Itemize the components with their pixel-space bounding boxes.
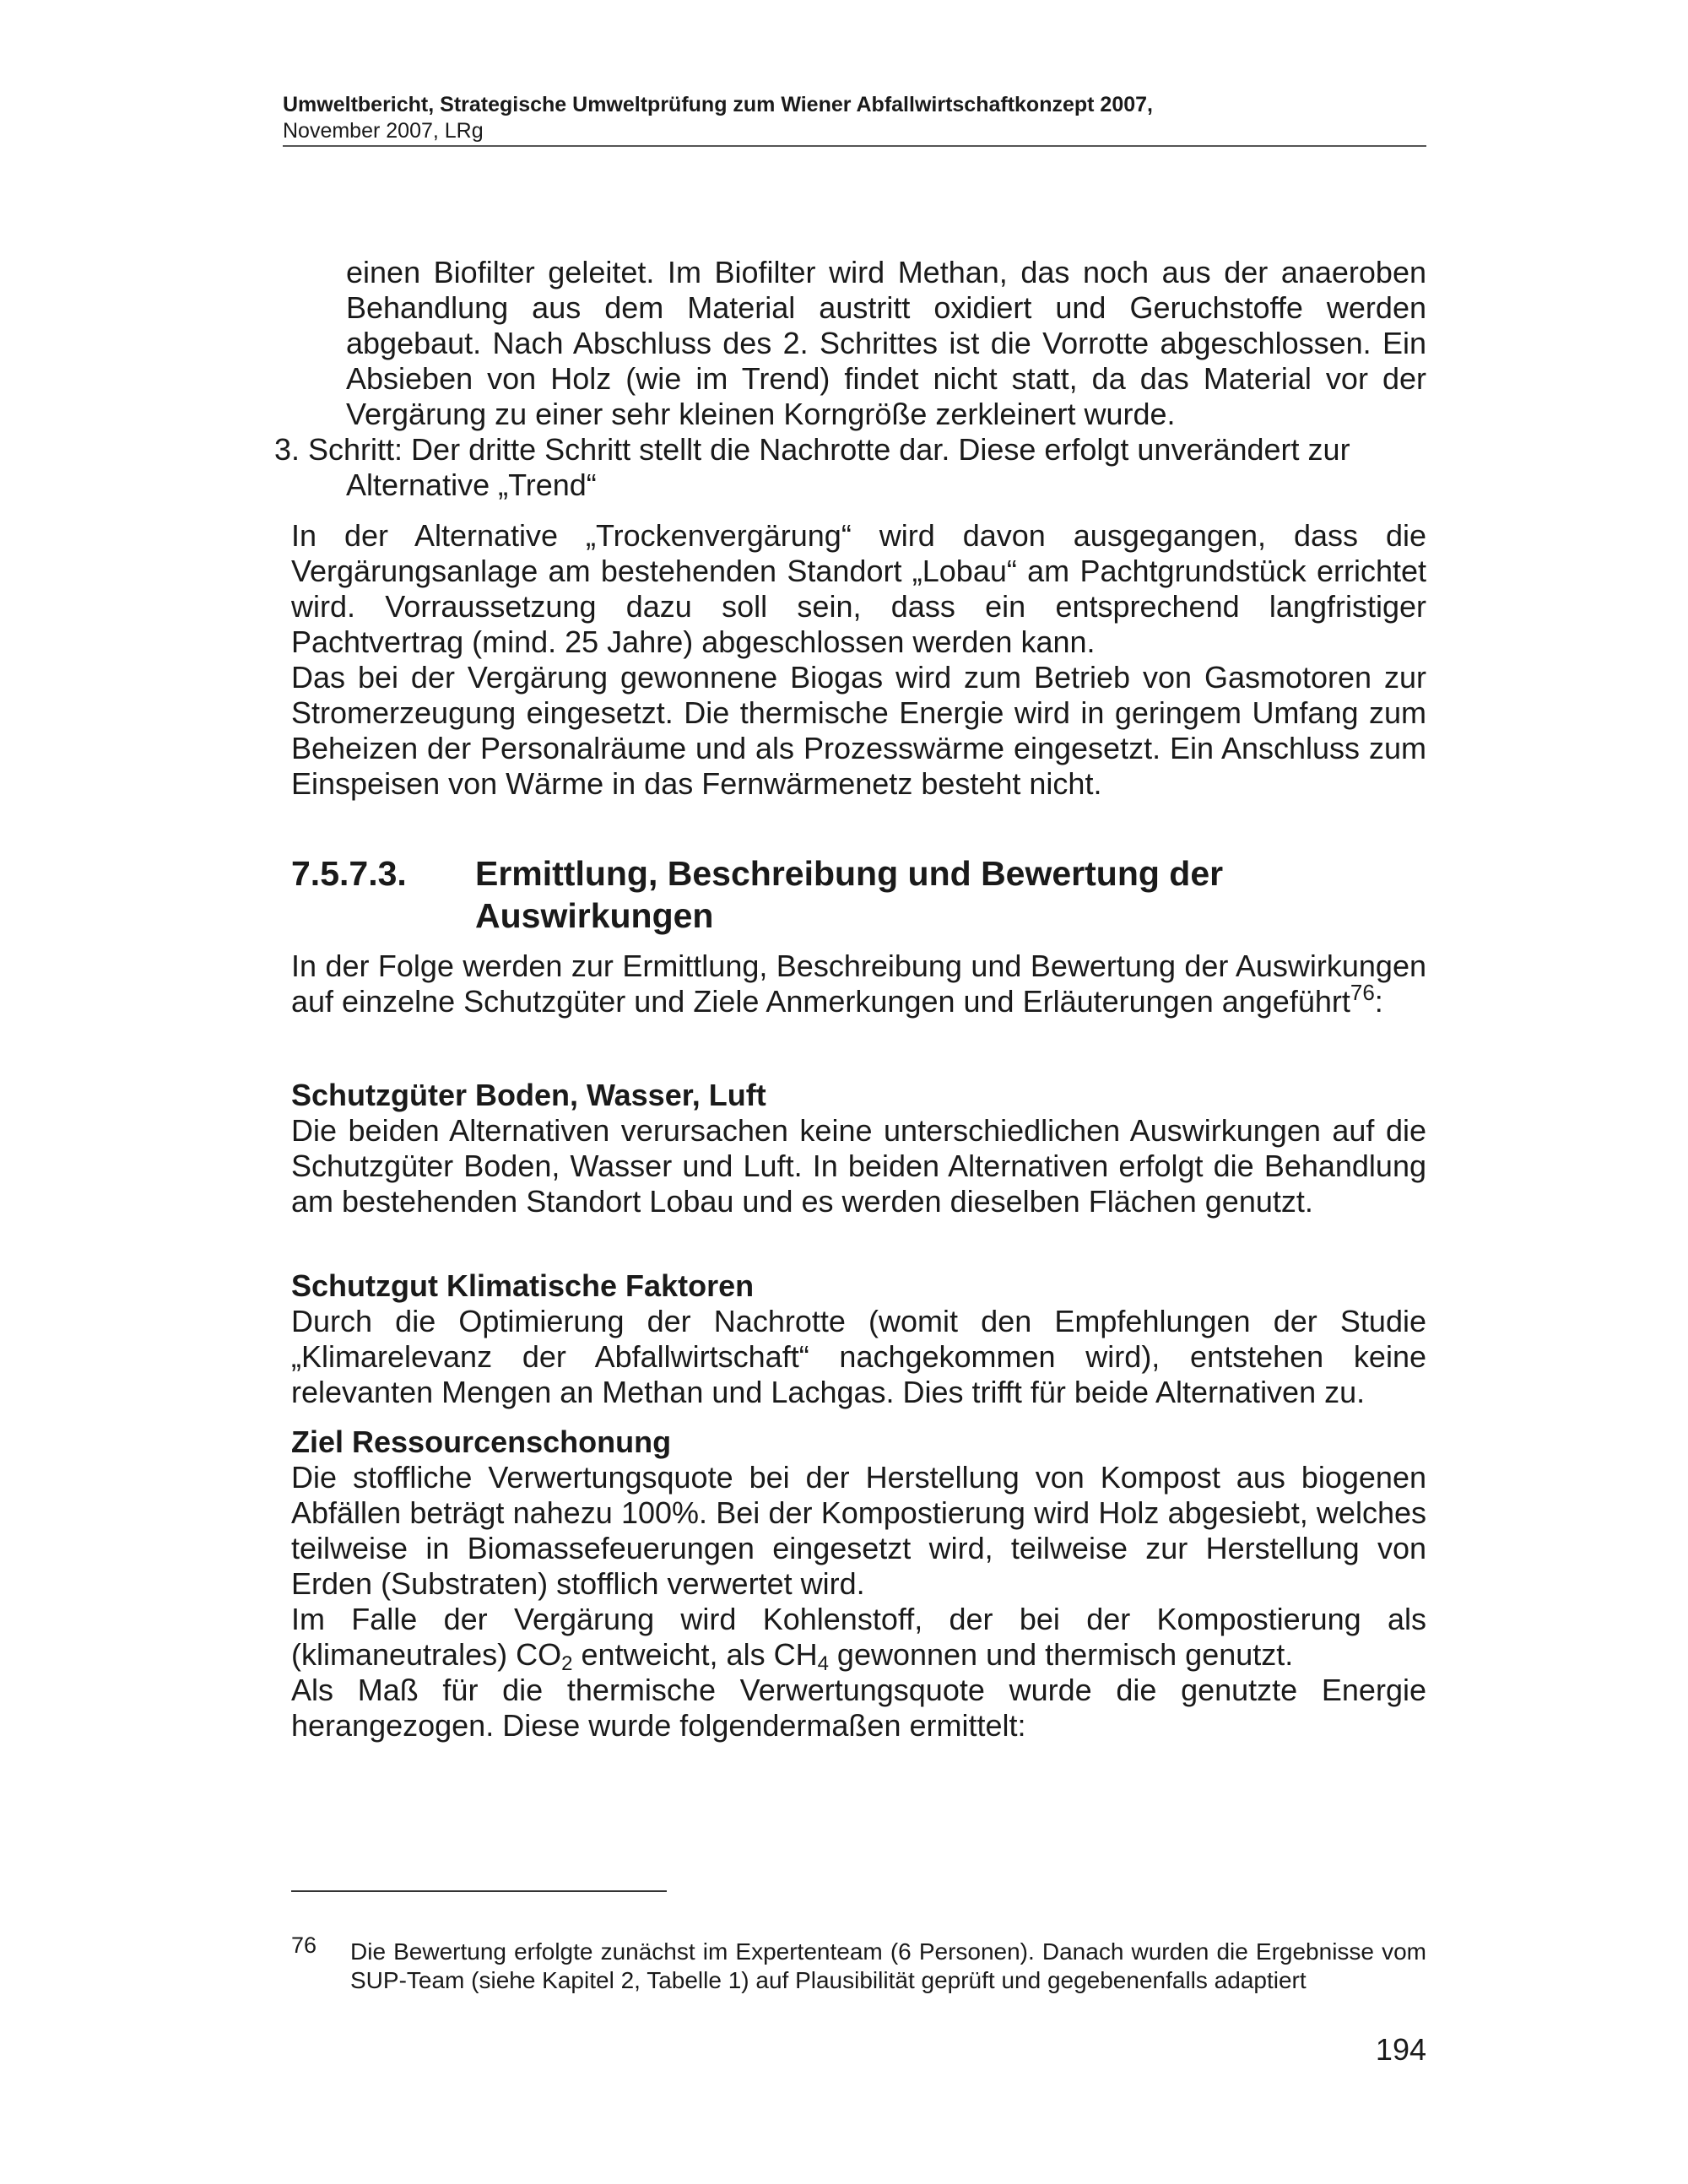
alternative-description (291, 518, 1426, 802)
step2-continuation: einen Biofilter geleitet. Im Biofilter wird Methan, das noch aus der anaeroben Behandlung aus dem Material austritt oxidiert und Geruchstoffe werden abgebaut. Nach Abschluss des 2. Schrittes ist die Vorrotte abgeschlossen. Ein Absieben von Holz (wie im Trend) findet nicht statt, da das Material vor der Vergärung zu einer sehr kleinen Korngröße zerkleinert wurde. (346, 255, 1426, 431)
section-number: 7.5.7.3. (291, 854, 407, 893)
footnote-separator (291, 1890, 667, 1892)
block-boden-wasser-luft (291, 1078, 1426, 1219)
header-date: November 2007, LRg (283, 119, 484, 143)
footnote-number: 76 (291, 1933, 317, 1958)
section-intro-colon: : (1374, 984, 1383, 1019)
paragraph-biogas: Das bei der Vergärung gewonnene Biogas wird zum Betrieb von Gasmotoren zur Stromerzeugung eingesetzt. Die thermische Energie wird in geringem Umfang zum Beheizen der Personalräume und als Prozesswärme eingesetzt. Ein Anschluss zum Einspeisen von Wärme in das Fernwärmenetz besteht nicht. (291, 660, 1426, 801)
paragraph-klimatische-faktoren: Durch die Optimierung der Nachrotte (womit den Empfehlungen der Studie „Klimarelevanz der Abfallwirtschaft“ nachgekommen wird), entstehen keine relevanten Mengen an Methan und Lachgas. Dies trifft für beide Alternativen zu. (291, 1304, 1426, 1409)
block-klimatische-faktoren (291, 1268, 1426, 1410)
footnote-reference: 76 (1350, 980, 1375, 1005)
header-title: Umweltbericht, Strategische Umweltprüfung zum Wiener Abfallwirtschaftkonzept 2007, (283, 93, 1153, 116)
page-number: 194 (1375, 2032, 1426, 2067)
paragraph-trockenvergaerung: In der Alternative „Trockenvergärung“ wird davon ausgegangen, dass die Vergärungsanlage am bestehenden Standort „Lobau“ am Pachtgrundstück errichtet wird. Vorraussetzung dazu soll sein, dass ein entsprechend langfristiger Pachtvertrag (mind. 25 Jahre) abgeschlossen werden kann. (291, 518, 1426, 659)
block-ressourcenschonung (291, 1424, 1426, 1743)
ch4-subscript: 4 (817, 1652, 829, 1675)
subheading-ressourcenschonung: Ziel Ressourcenschonung (291, 1424, 672, 1459)
co2-subscript: 2 (561, 1652, 573, 1675)
subheading-boden-wasser-luft: Schutzgüter Boden, Wasser, Luft (291, 1078, 766, 1112)
section-title: Ermittlung, Beschreibung und Bewertung der Auswirkungen (475, 854, 1224, 935)
step3-line1: 3. Schritt: Der dritte Schritt stellt die Nachrotte dar. Diese erfolgt unverändert zur (274, 432, 1350, 467)
kohlenstoff-text-a: Im Falle der Vergärung wird Kohlenstoff, der bei der Kompostierung als (klimaneutrales) CO (291, 1602, 1426, 1672)
paragraph-thermische-quote: Als Maß für die thermische Verwertungsquote wurde die genutzte Energie herangezogen. Diese wurde folgendermaßen ermittelt: (291, 1673, 1426, 1743)
kohlenstoff-text-b: entweicht, als CH (572, 1637, 818, 1672)
subheading-klimatische-faktoren: Schutzgut Klimatische Faktoren (291, 1268, 755, 1303)
footnote-text: Die Bewertung erfolgte zunächst im Expertenteam (6 Personen). Danach wurden die Ergebnisse vom SUP-Team (siehe Kapitel 2, Tabelle 1) auf Plausibilität geprüft und gegebenenfalls adaptiert (350, 1938, 1426, 1993)
page-header (283, 91, 1426, 147)
section-intro-text: In der Folge werden zur Ermittlung, Beschreibung und Bewertung der Auswirkungen auf einzelne Schutzgüter und Ziele Anmerkungen und Erläuterungen angeführt (291, 949, 1426, 1019)
paragraph-verwertungsquote: Die stoffliche Verwertungsquote bei der Herstellung von Kompost aus biogenen Abfällen beträgt nahezu 100%. Bei der Kompostierung wird Holz abgesiebt, welches teilweise in Biomassefeuerungen eingesetzt wird, teilweise zur Herstellung von Erden (Substraten) stofflich verwertet wird. (291, 1460, 1426, 1601)
section-intro (291, 949, 1426, 1019)
kohlenstoff-text-c: gewonnen und thermisch genutzt. (828, 1637, 1294, 1672)
paragraph-kohlenstoff (291, 1602, 1426, 1673)
paragraph-boden-wasser-luft: Die beiden Alternativen verursachen keine unterschiedlichen Auswirkungen auf die Schutzgüter Boden, Wasser und Luft. In beiden Alternativen erfolgt die Behandlung am bestehenden Standort Lobau und es werden dieselben Flächen genutzt. (291, 1113, 1426, 1219)
step3-line2: Alternative „Trend“ (346, 468, 597, 502)
section-intro-paragraph (291, 949, 1426, 1019)
process-steps (274, 255, 1426, 503)
